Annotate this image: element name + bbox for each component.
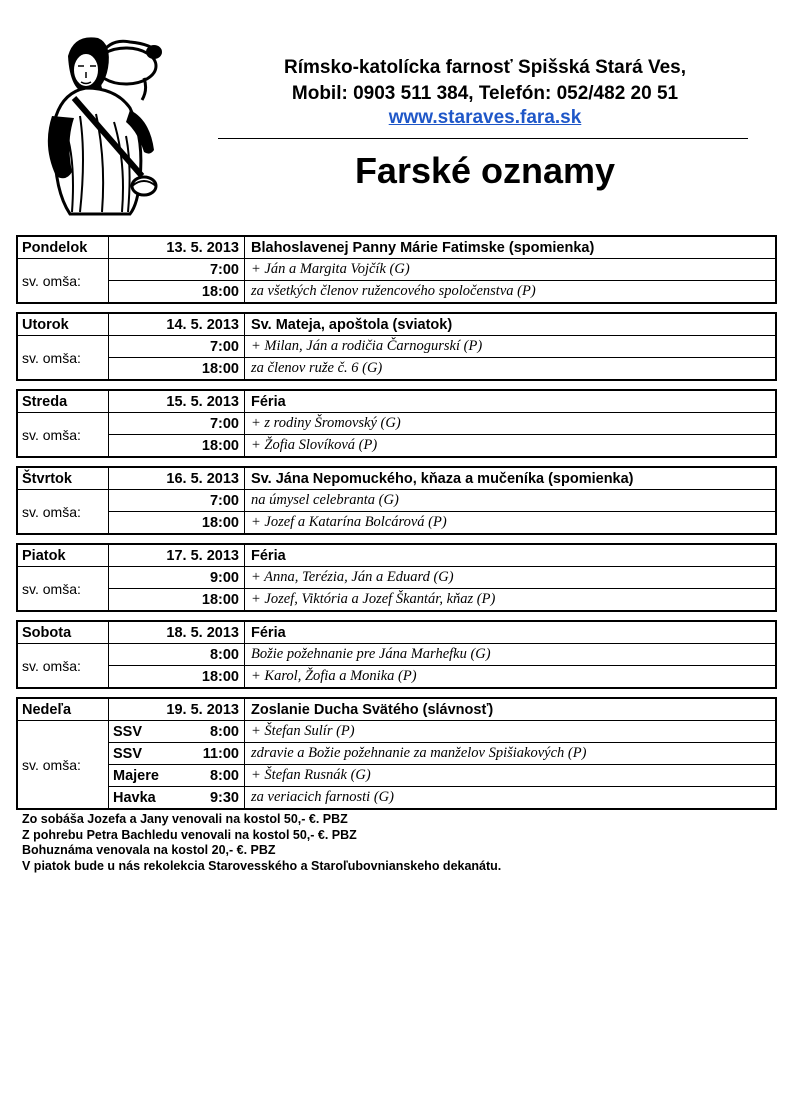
mass-time-cell xyxy=(108,490,244,511)
feast-name: Zoslanie Ducha Svätého (slávnosť) xyxy=(244,699,775,720)
mass-intention: + Jozef a Katarína Bolcárová (P) xyxy=(244,512,775,533)
day-date: 17. 5. 2013 xyxy=(108,545,244,566)
mass-time: 7:00 xyxy=(209,492,239,509)
mass-time: 7:00 xyxy=(209,261,239,278)
mass-row xyxy=(108,566,775,588)
day-block xyxy=(16,620,777,689)
mass-row xyxy=(108,511,775,533)
mass-time: 9:30 xyxy=(209,789,239,806)
day-name: Nedeľa xyxy=(22,701,72,718)
day-header-row xyxy=(18,237,775,258)
mass-time-cell xyxy=(108,259,244,280)
mass-time: 11:00 xyxy=(202,745,239,762)
header-divider xyxy=(218,138,748,139)
mass-list xyxy=(108,258,775,302)
mass-section xyxy=(18,566,775,610)
mass-time-cell xyxy=(108,567,244,588)
mass-row xyxy=(108,434,775,456)
mass-place: Majere xyxy=(113,767,159,784)
announcement: V piatok bude u nás rekolekcia Starovesského a Staroľubovnianskeho dekanátu. xyxy=(22,858,502,873)
day-block xyxy=(16,697,777,810)
mass-row xyxy=(108,335,775,357)
mass-section xyxy=(18,335,775,379)
schedule xyxy=(16,235,777,818)
mass-row xyxy=(108,280,775,302)
mass-label: sv. omša: xyxy=(18,720,108,808)
mass-time: 18:00 xyxy=(201,591,239,608)
mass-time-cell xyxy=(108,721,244,742)
mass-time: 7:00 xyxy=(209,415,239,432)
day-header-row xyxy=(18,391,775,412)
mass-time: 7:00 xyxy=(209,338,239,355)
parish-logo xyxy=(34,26,162,218)
mass-time-cell xyxy=(108,666,244,687)
mass-label: sv. omša: xyxy=(18,489,108,533)
mass-row xyxy=(108,489,775,511)
day-name: Streda xyxy=(22,393,68,410)
mass-time: 18:00 xyxy=(201,514,239,531)
mass-intention: + Milan, Ján a rodičia Čarnogurskí (P) xyxy=(244,336,775,357)
mass-section xyxy=(18,720,775,808)
mass-intention: + Žofia Slovíková (P) xyxy=(244,435,775,456)
mass-time-cell xyxy=(108,743,244,764)
mass-intention: + Jozef, Viktória a Jozef Škantár, kňaz (P) xyxy=(244,589,775,610)
mass-intention: + Karol, Žofia a Monika (P) xyxy=(244,666,775,687)
mass-list xyxy=(108,489,775,533)
mass-time-cell xyxy=(108,336,244,357)
day-name: Utorok xyxy=(22,316,69,333)
mass-time: 8:00 xyxy=(209,646,239,663)
mass-time: 18:00 xyxy=(201,283,239,300)
day-header-row xyxy=(18,468,775,489)
announcement: Bohuznáma venovala na kostol 20,- €. PBZ xyxy=(22,843,276,857)
mass-row xyxy=(108,742,775,764)
day-date: 15. 5. 2013 xyxy=(108,391,244,412)
mass-label: sv. omša: xyxy=(18,335,108,379)
mass-label: sv. omša: xyxy=(18,258,108,302)
mass-intention: Božie požehnanie pre Jána Marhefku (G) xyxy=(244,644,775,665)
day-block xyxy=(16,543,777,612)
mass-intention: + Štefan Rusnák (G) xyxy=(244,765,775,786)
day-block xyxy=(16,312,777,381)
mass-time-cell xyxy=(108,435,244,456)
mass-list xyxy=(108,720,775,808)
mass-section xyxy=(18,258,775,302)
mass-intention: + Ján a Margita Vojčík (G) xyxy=(244,259,775,280)
mass-section xyxy=(18,643,775,687)
mass-time: 8:00 xyxy=(209,767,239,784)
mass-time-cell xyxy=(108,644,244,665)
announcement: Zo sobáša Jozefa a Jany venovali na kostol 50,- €. PBZ xyxy=(22,812,348,826)
feast-name: Féria xyxy=(244,391,775,412)
mass-list xyxy=(108,335,775,379)
day-header-row xyxy=(18,314,775,335)
website-link-row xyxy=(222,107,748,129)
feast-name: Sv. Jána Nepomuckého, kňaza a mučeníka (spomienka) xyxy=(244,468,775,489)
feast-name: Blahoslavenej Panny Márie Fatimske (spomienka) xyxy=(244,237,775,258)
day-date: 19. 5. 2013 xyxy=(108,699,244,720)
parish-name: Rímsko-katolícka farnosť Spišská Stará Ves, xyxy=(284,57,686,78)
mass-time-cell xyxy=(108,512,244,533)
mass-row xyxy=(108,720,775,742)
day-name: Sobota xyxy=(22,624,72,641)
website-link[interactable]: www.staraves.fara.sk xyxy=(388,107,582,128)
mass-label: sv. omša: xyxy=(18,566,108,610)
day-date: 13. 5. 2013 xyxy=(108,237,244,258)
mass-intention: + Štefan Sulír (P) xyxy=(244,721,775,742)
mass-label: sv. omša: xyxy=(18,643,108,687)
day-name: Piatok xyxy=(22,547,66,564)
mass-time: 18:00 xyxy=(201,360,239,377)
day-date: 16. 5. 2013 xyxy=(108,468,244,489)
day-block xyxy=(16,235,777,304)
day-name: Štvrtok xyxy=(22,470,72,487)
mass-time: 18:00 xyxy=(201,668,239,685)
mass-row xyxy=(108,412,775,434)
feast-name: Féria xyxy=(244,545,775,566)
mass-section xyxy=(18,412,775,456)
feast-name: Féria xyxy=(244,622,775,643)
mass-label: sv. omša: xyxy=(18,412,108,456)
day-header-row xyxy=(18,622,775,643)
mass-intention: na úmysel celebranta (G) xyxy=(244,490,775,511)
mass-row xyxy=(108,786,775,808)
announcement: Z pohrebu Petra Bachledu venovali na kostol 50,- €. PBZ xyxy=(22,827,357,842)
day-header-row xyxy=(18,545,775,566)
mass-time: 9:00 xyxy=(209,569,239,586)
mass-time: 8:00 xyxy=(209,723,239,740)
day-block xyxy=(16,466,777,535)
mass-time-cell xyxy=(108,765,244,786)
day-block xyxy=(16,389,777,458)
day-date: 18. 5. 2013 xyxy=(108,622,244,643)
mass-time-cell xyxy=(108,787,244,808)
contact-line: Mobil: 0903 511 384, Telefón: 052/482 20 51 xyxy=(291,83,679,104)
mass-intention: za veriacich farnosti (G) xyxy=(244,787,775,808)
mass-intention: + z rodiny Šromovský (G) xyxy=(244,413,775,434)
mass-section xyxy=(18,489,775,533)
mass-intention: za členov ruže č. 6 (G) xyxy=(244,358,775,379)
mass-row xyxy=(108,764,775,786)
announcements xyxy=(22,812,501,874)
mass-intention: + Anna, Terézia, Ján a Eduard (G) xyxy=(244,567,775,588)
mass-time-cell xyxy=(108,281,244,302)
mass-place: Havka xyxy=(113,789,156,806)
mass-intention: za všetkých členov ružencového spoločenstva (P) xyxy=(244,281,775,302)
mass-time: 18:00 xyxy=(201,437,239,454)
mass-row xyxy=(108,258,775,280)
mass-place: SSV xyxy=(113,723,143,740)
mass-place: SSV xyxy=(113,745,143,762)
mass-row xyxy=(108,665,775,687)
mass-row xyxy=(108,643,775,665)
mass-intention: zdravie a Božie požehnanie za manželov Spišiakových (P) xyxy=(244,743,775,764)
mass-row xyxy=(108,588,775,610)
mass-list xyxy=(108,566,775,610)
mass-time-cell xyxy=(108,413,244,434)
page-title: Farské oznamy xyxy=(354,150,616,191)
day-name: Pondelok xyxy=(22,239,88,256)
mass-time-cell xyxy=(108,589,244,610)
mass-list xyxy=(108,412,775,456)
mass-row xyxy=(108,357,775,379)
day-header-row xyxy=(18,699,775,720)
mass-list xyxy=(108,643,775,687)
feast-name: Sv. Mateja, apoštola (sviatok) xyxy=(244,314,775,335)
day-date: 14. 5. 2013 xyxy=(108,314,244,335)
mass-time-cell xyxy=(108,358,244,379)
